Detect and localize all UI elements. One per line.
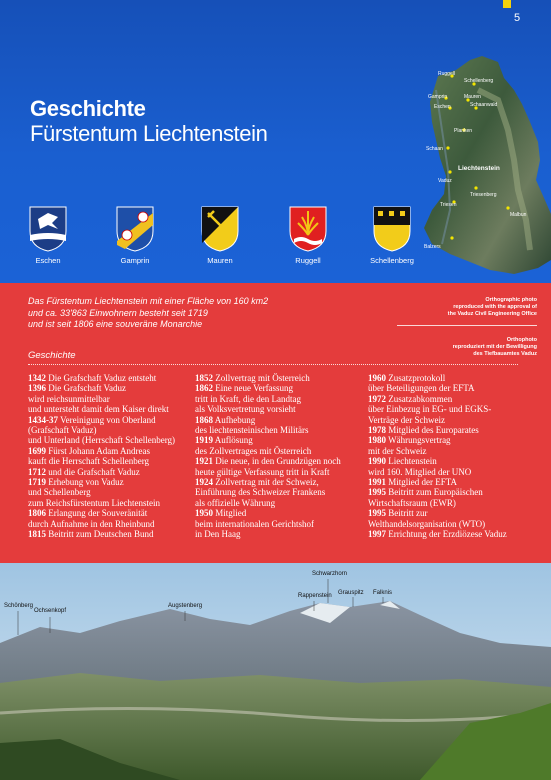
timeline-entry <box>28 373 193 383</box>
timeline-entry <box>195 456 365 466</box>
crest-mauren <box>190 205 250 265</box>
timeline-text: beim internationalen Gerichtshof <box>195 518 314 529</box>
photo-credit-english <box>377 297 537 318</box>
intro-line-2: und ca. 33'863 Einwohnern besteht seit 1719 <box>28 307 208 318</box>
timeline-entry <box>195 508 365 518</box>
timeline-entry <box>195 498 365 508</box>
timeline-year: 1991 <box>368 477 386 488</box>
panorama-illustration <box>0 563 551 780</box>
timeline-entry <box>368 404 543 414</box>
timeline-text: kauft die Herrschaft Schellenberg <box>28 456 150 467</box>
timeline-entry <box>195 404 365 414</box>
map-label-eschen: Eschen <box>434 104 451 110</box>
timeline-column-1 <box>28 373 193 540</box>
timeline-text: Beitritt zum Europäischen <box>386 487 483 498</box>
photo-credit-german <box>377 337 537 358</box>
timeline-entry <box>368 519 543 529</box>
timeline-entry <box>368 383 543 393</box>
timeline-year: 1719 <box>28 477 46 488</box>
timeline-text: Aufhebung <box>213 414 256 425</box>
eschen-coat-of-arms-icon <box>28 205 68 253</box>
timeline-entry <box>195 487 365 497</box>
timeline-text: wird 160. Mitglied der UNO <box>368 466 472 477</box>
timeline-text: Beitritt zur <box>386 508 428 519</box>
credit-en-line-2: reproduced with the approval of <box>453 304 537 310</box>
map-label-ruggell: Ruggell <box>438 71 455 77</box>
timeline-entry <box>368 487 543 497</box>
timeline-text: Zollvertrag mit der Schweiz, <box>213 477 319 488</box>
timeline-text: Zusatzprotokoll <box>386 373 446 383</box>
timeline-entry <box>28 467 193 477</box>
timeline-entry <box>368 394 543 404</box>
timeline-year: 1950 <box>195 508 213 519</box>
timeline-entry <box>368 456 543 466</box>
timeline-text: zum Reichsfürstentum Liechtenstein <box>28 497 160 508</box>
crest-label-gamprin: Gamprin <box>120 256 150 265</box>
map-label-schaan: Schaan <box>426 146 443 152</box>
timeline-text: Mitglied der EFTA <box>386 477 458 488</box>
timeline-text: über Einbezug in EG- und EGKS- <box>368 404 492 415</box>
timeline-text: Zollvertrag mit Österreich <box>213 373 310 383</box>
timeline-entry <box>195 446 365 456</box>
map-label-schaanwald: Schaanwald <box>470 102 498 108</box>
mauren-coat-of-arms-icon <box>200 205 240 253</box>
timeline-entry <box>195 415 365 425</box>
history-heading: Geschichte <box>28 350 76 361</box>
peak-label-falknis: Falknis <box>373 590 393 596</box>
timeline-entry <box>368 467 543 477</box>
timeline-text: über Beteiligungen der EFTA <box>368 383 475 394</box>
timeline-entry <box>28 394 193 404</box>
timeline-text: durch Aufnahme in den Rheinbund <box>28 518 155 529</box>
timeline-year: 1806 <box>28 508 46 519</box>
timeline-entry <box>368 508 543 518</box>
ruggell-coat-of-arms-icon <box>288 205 328 253</box>
timeline-text: Erlangung der Souveränität <box>46 508 148 519</box>
timeline-column-3 <box>368 373 543 540</box>
timeline-year: 1972 <box>368 393 386 404</box>
timeline-text: und untersteht damit dem Kaiser direkt <box>28 404 169 415</box>
timeline-year: 1862 <box>195 383 213 394</box>
map-label-gamprin: Gamprin <box>428 94 448 100</box>
timeline-text: Liechtenstein <box>386 456 437 467</box>
credit-de-line-3: des Tiefbauamtes Vaduz <box>473 351 537 357</box>
crest-label-schellenberg: Schellenberg <box>370 256 414 265</box>
crest-gamprin <box>105 205 165 265</box>
timeline-year: 1978 <box>368 425 386 436</box>
timeline-text: Die neue, in den Grundzügen noch <box>213 456 341 467</box>
peak-label-schoenberg: Schönberg <box>4 603 34 609</box>
timeline-year: 1699 <box>28 445 46 456</box>
timeline-entry <box>28 519 193 529</box>
timeline-year: 1852 <box>195 373 213 383</box>
timeline-entry <box>368 446 543 456</box>
intro-line-3: und ist seit 1806 eine souveräne Monarchie <box>28 319 203 329</box>
crest-label-eschen: Eschen <box>35 256 61 265</box>
timeline-entry <box>28 456 193 466</box>
crest-label-mauren: Mauren <box>207 256 233 265</box>
peak-label-augstenberg: Augstenberg <box>168 603 203 609</box>
page-number: 5 <box>514 12 521 24</box>
credit-de-line-1: Orthophoto <box>506 337 537 343</box>
credit-en-line-3: the Vaduz Civil Engineering Office <box>447 311 537 317</box>
timeline-text: in Den Haag <box>195 529 241 540</box>
timeline-text: Mitglied <box>213 508 247 519</box>
timeline-text: Fürst Johann Adam Andreas <box>46 445 150 456</box>
timeline-entry <box>195 477 365 487</box>
timeline-text: Erhebung von Vaduz <box>46 477 124 488</box>
timeline-entry <box>368 415 543 425</box>
timeline-entry <box>368 529 543 539</box>
timeline-entry <box>28 498 193 508</box>
timeline-year: 1980 <box>368 435 386 446</box>
map-label-triesenberg: Triesenberg <box>470 192 497 198</box>
timeline-entry <box>368 498 543 508</box>
timeline-text: heute gültige Verfassung tritt in Kraft <box>195 466 330 477</box>
map-label-planken: Planken <box>454 128 473 134</box>
timeline-text: und die Grafschaft Vaduz <box>46 466 140 477</box>
timeline-entry <box>195 519 365 529</box>
timeline-text: Auflösung <box>213 435 253 446</box>
timeline-entry <box>28 404 193 414</box>
page-number-marker <box>503 0 511 8</box>
timeline-entry <box>28 508 193 518</box>
timeline-text: wird reichsunmittelbar <box>28 393 110 404</box>
map-label-mauren: Mauren <box>464 94 481 100</box>
timeline-year: 1960 <box>368 373 386 383</box>
timeline-text: Einführung des Schweizer Frankens <box>195 487 326 498</box>
timeline-year: 1921 <box>195 456 213 467</box>
timeline-text: Die Grafschaft Vaduz entsteht <box>46 373 157 383</box>
timeline-text: Zusatzabkommen <box>386 393 453 404</box>
timeline-text: Mitglied des Europarates <box>386 425 479 436</box>
timeline-entry <box>368 477 543 487</box>
timeline-entry <box>195 394 365 404</box>
timeline-text: des Zollvertrages mit Österreich <box>195 445 312 456</box>
timeline-entry <box>28 477 193 487</box>
timeline-text: (Grafschaft Vaduz) <box>28 425 97 436</box>
map-label-triesen: Triesen <box>440 202 457 208</box>
page-subtitle: Fürstentum Liechtenstein <box>30 121 268 146</box>
map-label-liechtenstein: Liechtenstein <box>458 165 500 172</box>
timeline-text: des liechtensteinischen Militärs <box>195 425 309 436</box>
rhine-valley-panorama-photo <box>0 563 551 780</box>
crest-eschen <box>18 205 78 265</box>
municipal-crests-row <box>0 205 420 275</box>
timeline-entry <box>28 425 193 435</box>
timeline-entry <box>195 529 365 539</box>
crest-label-ruggell: Ruggell <box>295 256 321 265</box>
crest-schellenberg <box>362 205 422 265</box>
timeline-entry <box>28 487 193 497</box>
timeline-text: tritt in Kraft, die den Landtag <box>195 393 301 404</box>
timeline-text: Eine neue Verfassung <box>213 383 294 394</box>
map-label-malbun: Malbun <box>510 212 527 218</box>
peak-label-rappenstein: Rappenstein <box>298 593 332 599</box>
timeline-year: 1434-37 <box>28 414 58 425</box>
timeline-text: als offizielle Währung <box>195 497 276 508</box>
timeline-entry <box>368 435 543 445</box>
timeline-text: Wirtschaftsraum (EWR) <box>368 497 456 508</box>
timeline-year: 1396 <box>28 383 46 394</box>
timeline-entry <box>28 529 193 539</box>
timeline-entry <box>28 446 193 456</box>
timeline-entry <box>195 425 365 435</box>
timeline-text: mit der Schweiz <box>368 445 427 456</box>
map-label-vaduz: Vaduz <box>438 178 452 184</box>
credit-en-line-1: Orthographic photo <box>485 297 537 303</box>
credit-de-line-2: reproduziert mit der Bewilligung <box>452 344 537 350</box>
timeline-text: Beitritt zum Deutschen Bund <box>46 529 154 540</box>
peak-label-ochsenkopf: Ochsenkopf <box>34 608 67 614</box>
map-label-balzers: Balzers <box>424 244 441 250</box>
page-title: Geschichte <box>30 96 146 121</box>
crest-ruggell <box>278 205 338 265</box>
timeline-entry <box>368 373 543 383</box>
timeline-text: Verträge der Schweiz <box>368 414 445 425</box>
map-label-schellenberg: Schellenberg <box>464 78 494 84</box>
timeline-text: Errichtung der Erzdiözese Vaduz <box>386 529 507 540</box>
timeline-year: 1995 <box>368 508 386 519</box>
history-divider <box>28 364 518 365</box>
timeline-year: 1919 <box>195 435 213 446</box>
timeline-entry <box>195 373 365 383</box>
timeline-text: als Volksvertretung vorsieht <box>195 404 296 415</box>
timeline-year: 1868 <box>195 414 213 425</box>
liechtenstein-orthophoto-map <box>418 30 551 280</box>
peak-label-grauspitz: Grauspitz <box>338 590 364 596</box>
timeline-year: 1712 <box>28 466 46 477</box>
timeline-entry <box>28 383 193 393</box>
timeline-entry <box>368 425 543 435</box>
timeline-text: Vereinigung von Oberland <box>58 414 156 425</box>
peak-label-schwarzhorn: Schwarzhorn <box>312 571 348 577</box>
gamprin-coat-of-arms-icon <box>115 205 155 253</box>
schellenberg-coat-of-arms-icon <box>372 205 412 253</box>
timeline-year: 1924 <box>195 477 213 488</box>
timeline-entry <box>28 415 193 425</box>
timeline-entry <box>195 383 365 393</box>
timeline-text: Währungsvertrag <box>386 435 451 446</box>
timeline-year: 1997 <box>368 529 386 540</box>
timeline-text: Welthandelsorganisation (WTO) <box>368 518 486 529</box>
timeline-text: Die Grafschaft Vaduz <box>46 383 127 394</box>
timeline-entry <box>195 435 365 445</box>
timeline-text: und Unterland (Herrschaft Schellenberg) <box>28 435 176 446</box>
intro-text <box>28 296 328 331</box>
timeline-column-2 <box>195 373 365 540</box>
timeline-text: und Schellenberg <box>28 487 91 498</box>
timeline-year: 1995 <box>368 487 386 498</box>
intro-line-1: Das Fürstentum Liechtenstein mit einer Fläche von 160 km2 <box>28 296 269 306</box>
timeline-entry <box>195 467 365 477</box>
timeline-year: 1342 <box>28 373 46 383</box>
timeline-entry <box>28 435 193 445</box>
timeline-year: 1815 <box>28 529 46 540</box>
timeline-year: 1990 <box>368 456 386 467</box>
